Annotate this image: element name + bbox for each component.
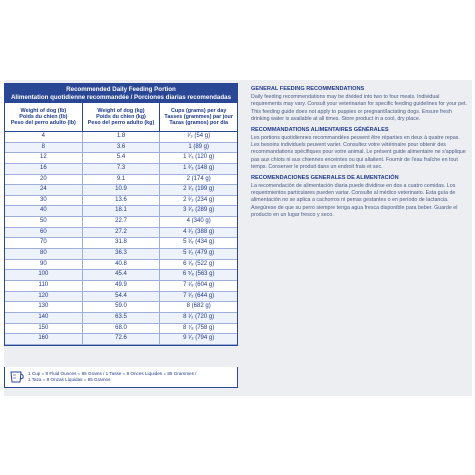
table-row <box>5 153 237 164</box>
table-row <box>5 334 237 345</box>
table-row <box>5 238 237 249</box>
cell-weight-kg: 13.6 <box>83 196 161 206</box>
cell-weight-kg: 22.7 <box>83 217 161 227</box>
cell-weight-lb: 70 <box>5 238 83 248</box>
cell-weight-lb: 110 <box>5 281 83 291</box>
cell-weight-kg: 59.0 <box>83 302 161 312</box>
cell-weight-kg: 18.1 <box>83 206 161 216</box>
cell-cups: 1 (89 g) <box>188 143 210 150</box>
cell-weight-kg: 1.8 <box>83 132 161 142</box>
cell-weight-kg: 10.9 <box>83 185 161 195</box>
table-row <box>5 217 237 228</box>
cell-weight-kg: 68.0 <box>83 324 161 334</box>
cell-cups: ¹⁄₃ (54 g) <box>187 133 211 139</box>
cell-weight-lb: 120 <box>5 292 83 302</box>
cell-weight-lb: 4 <box>5 132 83 142</box>
cell-cups: 5 ¹⁄₈ (434 g) <box>183 239 215 246</box>
cup-conversion-note <box>4 367 238 388</box>
table-row <box>5 249 237 260</box>
cell-weight-lb: 24 <box>5 185 83 195</box>
table-row <box>5 281 237 292</box>
cell-cups: 7 ¹⁄₈ (604 g) <box>183 281 215 288</box>
fr-text: Les portions quotidiennes recommandées peuvent être réparties en deux à quatre repas. Les besoins individuels peuvent varier. Consultez votre vétérinaire pour obtenir des recommandations spécifiques pour votre animal. Le présent guide alimentaire ne s'applique pas aux chiots ni aux chiennes enceintes ou qui allaitent. Fournir de l'eau fraîche en tout temps. Conserver le produit dans un endroit frais et sec. <box>251 134 466 171</box>
measuring-cup-icon <box>9 370 25 384</box>
en-text: Daily feeding recommendations may be divided into two to four meals. Individual requirements may vary. Consult your veterinarian for specific feeding guidelines for your pet. This feeding guide does not apply to puppies or pregnant/lactating dogs. Ensure fresh drinking water is available at all times. Store product in a cool, dry place. <box>251 94 468 123</box>
cell-weight-kg: 40.8 <box>83 260 161 270</box>
cell-weight-lb: 80 <box>5 249 83 259</box>
es-heading: RECOMENDACIONES GENERALES DE ALIMENTACIÓN <box>251 174 399 181</box>
table-row <box>5 313 237 324</box>
table-row <box>5 302 237 313</box>
cell-cups: 2 ¹⁄₃ (199 g) <box>183 186 215 193</box>
cell-weight-kg: 36.3 <box>83 249 161 259</box>
feeding-recommendations <box>251 86 469 223</box>
table-row <box>5 132 237 143</box>
cell-cups: 8 (682 g) <box>186 303 211 310</box>
cell-weight-kg: 31.8 <box>83 238 161 248</box>
cell-cups: 6 ⁵⁄₈ (563 g) <box>182 271 215 278</box>
column-header-cups: Cups (grams) per day Tasses (grammes) par jour Tazas (gramos) por día <box>164 107 233 127</box>
table-row <box>5 164 237 175</box>
cell-cups: 4 ¹⁄₂ (388 g) <box>183 228 215 235</box>
cup-note-line: 1 Taza = 8 Onzas Líquidas = 85 Gramos <box>28 377 111 382</box>
table-row <box>5 143 237 154</box>
table-row <box>5 292 237 303</box>
table-row <box>5 324 237 335</box>
cell-weight-kg: 49.9 <box>83 281 161 291</box>
cell-weight-kg: 7.3 <box>83 164 161 174</box>
cell-weight-kg: 72.6 <box>83 334 161 344</box>
cell-cups: 1 ²⁄₃ (148 g) <box>183 164 215 171</box>
column-headers <box>5 103 237 132</box>
feeding-table <box>4 83 238 346</box>
cell-cups: 7 ¹⁄₂ (644 g) <box>183 292 215 299</box>
table-row <box>5 260 237 271</box>
cell-weight-kg: 3.6 <box>83 143 161 153</box>
en-heading: GENERAL FEEDING RECOMMENDATIONS <box>251 86 365 92</box>
cell-weight-lb: 150 <box>5 324 83 334</box>
table-subtitle: Alimentation quotidienne recommandée / Porciones diarias recomendadas <box>10 93 232 101</box>
cell-weight-lb: 40 <box>5 206 83 216</box>
cell-weight-lb: 100 <box>5 270 83 280</box>
cell-cups: 9 ¹⁄₃ (794 g) <box>183 335 215 342</box>
cell-weight-kg: 54.4 <box>83 292 161 302</box>
cell-cups: 2 ²⁄₃ (234 g) <box>183 196 215 203</box>
table-row <box>5 206 237 217</box>
table-row <box>5 196 237 207</box>
cell-cups: 8 ¹⁄₂ (720 g) <box>183 313 215 320</box>
cell-cups: 2 (174 g) <box>186 175 211 182</box>
cup-note-line: 1 Cup = 8 Fluid Ounces = 85 Grams / 1 Tasse = 8 Onces Liquides = 85 Grammes / <box>28 371 197 377</box>
cell-cups: 5 ¹⁄₂ (479 g) <box>183 250 215 257</box>
cell-weight-lb: 12 <box>5 153 83 163</box>
column-header-kg: Weight of dog (kg) Poids du chien (kg) Peso del perro adulto (kg) <box>83 103 161 131</box>
column-header-lb: Weight of dog (lb) Poids du chien (lb) Peso del perro adulto (lb) <box>5 103 83 131</box>
cell-weight-kg: 9.1 <box>83 175 161 185</box>
cell-weight-kg: 5.4 <box>83 153 161 163</box>
cell-weight-kg: 27.2 <box>83 228 161 238</box>
table-row <box>5 175 237 186</box>
table-row <box>5 185 237 196</box>
cell-cups: 8 ⁷⁄₈ (758 g) <box>183 324 215 331</box>
cell-weight-lb: 140 <box>5 313 83 323</box>
cell-weight-lb: 20 <box>5 175 83 185</box>
table-body <box>5 132 237 345</box>
cell-weight-lb: 90 <box>5 260 83 270</box>
table-header <box>5 84 237 103</box>
cell-weight-lb: 30 <box>5 196 83 206</box>
cell-weight-lb: 50 <box>5 217 83 227</box>
cell-weight-lb: 16 <box>5 164 83 174</box>
cell-weight-lb: 160 <box>5 334 83 344</box>
cell-weight-kg: 45.4 <box>83 270 161 280</box>
table-row <box>5 270 237 281</box>
cell-weight-lb: 8 <box>5 143 83 153</box>
cell-cups: 3 ¹⁄₃ (289 g) <box>183 207 215 214</box>
cell-cups: 1 ¹⁄₃ (120 g) <box>183 154 215 161</box>
cell-weight-lb: 60 <box>5 228 83 238</box>
cell-cups: 6 ¹⁄₈ (522 g) <box>183 260 215 267</box>
cell-weight-kg: 63.5 <box>83 313 161 323</box>
cell-cups: 4 (340 g) <box>186 218 211 225</box>
es-text: La recomendación de alimentación diaria puede dividirse en dos a cuatro comidas. Los requerimientos particulares pueden variar. Consulte al médico veterinario. Esta guía de alimentación no se aplica a cachorros ni perras gestantes o en período de lactancia. Asegúrese de que su perro siempre tenga agua fresca disponible para beber. Guarde el producto en un lugar fresco y seco. <box>251 182 458 219</box>
fr-heading: RECOMMANDATIONS ALIMENTAIRES GÉNÉRALES <box>251 126 389 133</box>
table-row <box>5 228 237 239</box>
cell-weight-lb: 130 <box>5 302 83 312</box>
table-title: Recommended Daily Feeding Portion <box>66 86 176 93</box>
